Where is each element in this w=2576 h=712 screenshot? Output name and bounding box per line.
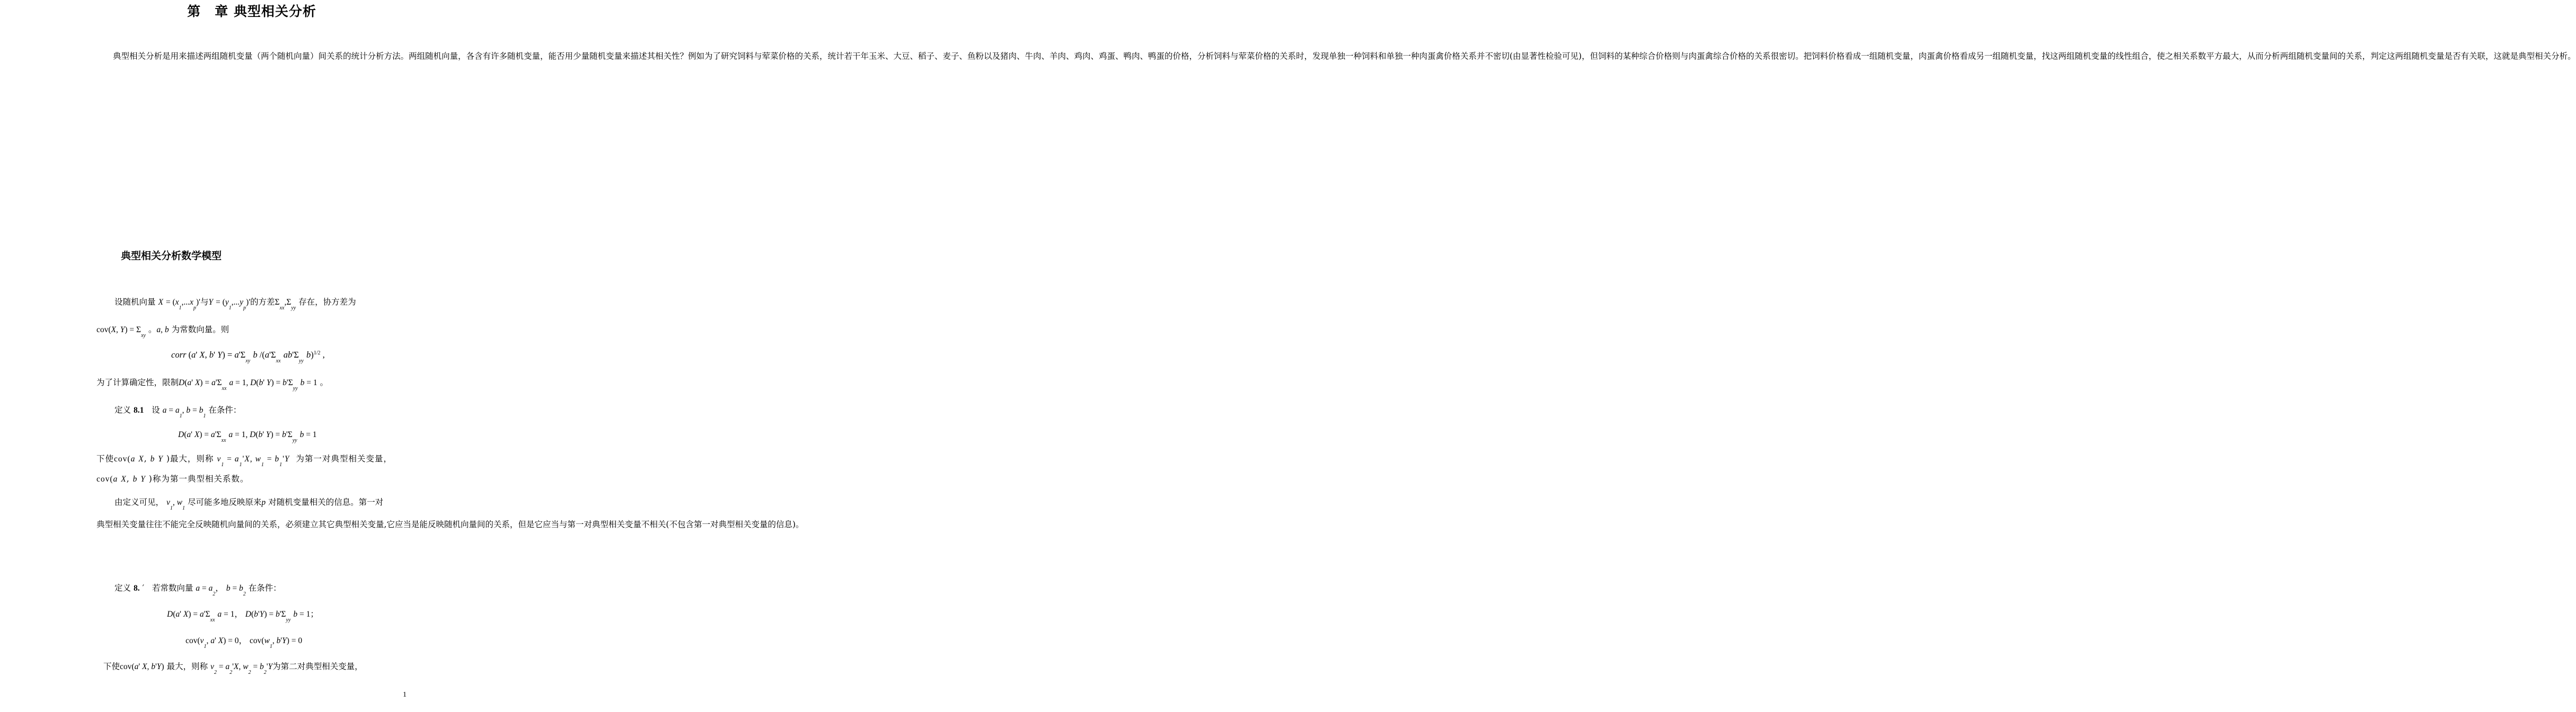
- condition-formula-1: D(a' $X) = a'\Sigma_{xx}$ a = 1, D(b' $Y) = b'\Sigma_{yy}$ b = 1: [178, 430, 317, 443]
- text-para-defn-c: 对随机变量相关的信息。第一对: [268, 497, 384, 507]
- page-number: 1: [403, 691, 407, 699]
- formula-x: X: [158, 298, 163, 307]
- text-cov-matrix: 的方差: [250, 297, 275, 307]
- def2-number: 8.: [133, 584, 140, 593]
- def1-label: 定义: [114, 405, 131, 415]
- intro-text: 典型相关分析是用来描述两组随机变量（两个随机向量）间关系的统计分析方法。两组随机向量，各含有许多随机变量，能否用少量随机变量来描述其相关性？例如为了研究饲料与荤菜价格的关系，统计若干年玉米、大豆、稻子、麦子、鱼粉以及猪肉、牛肉、羊肉、鸡肉、鸡蛋、鸭肉、鸭蛋的价格，分析饲料与荤菜价格的关系时，发现单独一种饲料和单独一种肉蛋禽价格关系并不密切(由显著性检验可见)，但饲料的某种综合价格则与肉蛋禽综合价格的关系很密切。把饲料价格看成一组随机变量，肉蛋禽价格看成另一组随机变量，找这两组随机变量的线性组合，使之相关系数平方最大，从而分析两组随机变量间的关系，判定这两组随机变量是否有关联，这就是典型相关分析。: [113, 51, 2576, 61]
- text-max-call-2: 最大，则称: [166, 662, 208, 671]
- condition-formula-2: D(a' $X) = a'\Sigma_{xx}$ a = 1， $D(b'Y) = b'\Sigma_{yy}$ b = 1；: [167, 609, 319, 623]
- text-make-max-1: 下使: [96, 454, 114, 464]
- text-exists: 存在，协方差为: [298, 297, 356, 307]
- text-first-pair: 为第一对典型相关变量，: [296, 454, 392, 464]
- second-paragraph: [96, 515, 804, 535]
- intro-paragraph: [96, 47, 2576, 67]
- page-title: 第 章 典型相关分析: [187, 4, 316, 19]
- def2-label: 定义: [114, 583, 131, 593]
- text-const-vec: 为常数向量。则: [171, 325, 230, 334]
- text-set: 设: [152, 405, 160, 415]
- constraint-line: 为了计算确定性，限制D(a' $X) = a'\Sigma_{xx}$ a = 1, D(b' $Y) = b'\Sigma_{yy}$ b = 1 。: [96, 378, 329, 391]
- definition-remark-line: 由定义可见， $v_1$, $w_1$ 尽可能多地反映原来p 对随机变量相关的信息。第一对: [114, 497, 384, 511]
- text-max-call-1: 最大，则称: [170, 454, 214, 464]
- first-pair-line: 下使cov(a X, b Y )最大，则称 $v_1 = a_1'X$, $w_1 = b_1'Y$ 为第一对典型相关变量，: [96, 454, 392, 468]
- text-condition: 在条件：: [208, 405, 242, 415]
- definition-8-1: 定义 8.1 设 $a = a_1$, $b = b_1$ 在条件：: [114, 405, 242, 419]
- text-to-determine: 为了计算确定性，限制: [96, 378, 179, 387]
- text-const-if: 若常数向量: [152, 583, 193, 593]
- def1-number: 8.1: [133, 406, 144, 415]
- second-pair-line: 下使cov(a' X, b'Y) 最大，则称 $v_2 = a_2'X$, $w_2 = b_2'Y$为第二对典型相关变量，: [103, 662, 363, 675]
- vector-definition-line: 设随机向量 $X = (x_1,...x_p)'$与$Y = (y_1,...y_p)'$的方差$\Sigma_{xx},\Sigma_{yy}$ 存在，协方差为: [114, 297, 356, 311]
- def2-prime: ′: [142, 583, 145, 593]
- cov-line: cov(X, $Y) = \Sigma_{xy}$ 。a, b 为常数向量。则: [96, 325, 230, 339]
- text-with: 与: [200, 297, 209, 307]
- text-make-max-2: 下使: [103, 662, 120, 671]
- text-para-defn-b: 尽可能多地反映原来: [187, 497, 262, 507]
- first-coef-line: cov(a X, b Y )称为第一典型相关系数。: [96, 474, 249, 484]
- text-condition-2: 在条件：: [248, 583, 281, 593]
- text-second-pair: 为第二对典型相关变量，: [272, 662, 363, 671]
- text-set-vectors: 设随机向量: [114, 297, 156, 307]
- orthogonality-formula: $cov(v_1$, a' X) = 0， $cov(w_1$, b'Y) = 0: [186, 636, 303, 649]
- corr-formula: corr (a' X, b' $Y) = a'\Sigma_{xy}$ b $/(a'\Sigma_{xx}$ $ab'\Sigma_{yy}$ b)$^{1/2}$ ,: [171, 350, 325, 364]
- section-title: 典型相关分析数学模型: [121, 250, 222, 262]
- definition-8-2: 定义 8. ′ 若常数向量 $a = a_2$， $b = b_2$ 在条件：: [114, 583, 281, 597]
- para2-text: 典型相关变量往往不能完全反映随机向量间的关系，必须建立其它典型相关变量,它应当是能反映随机向量间的关系，但是它应当与第一对典型相关变量不相关(不包含第一对典型相关变量的信息)。: [96, 520, 804, 529]
- text-para-defn: 由定义可见，: [114, 497, 164, 507]
- text-first-coef: 称为第一典型相关系数。: [152, 474, 249, 484]
